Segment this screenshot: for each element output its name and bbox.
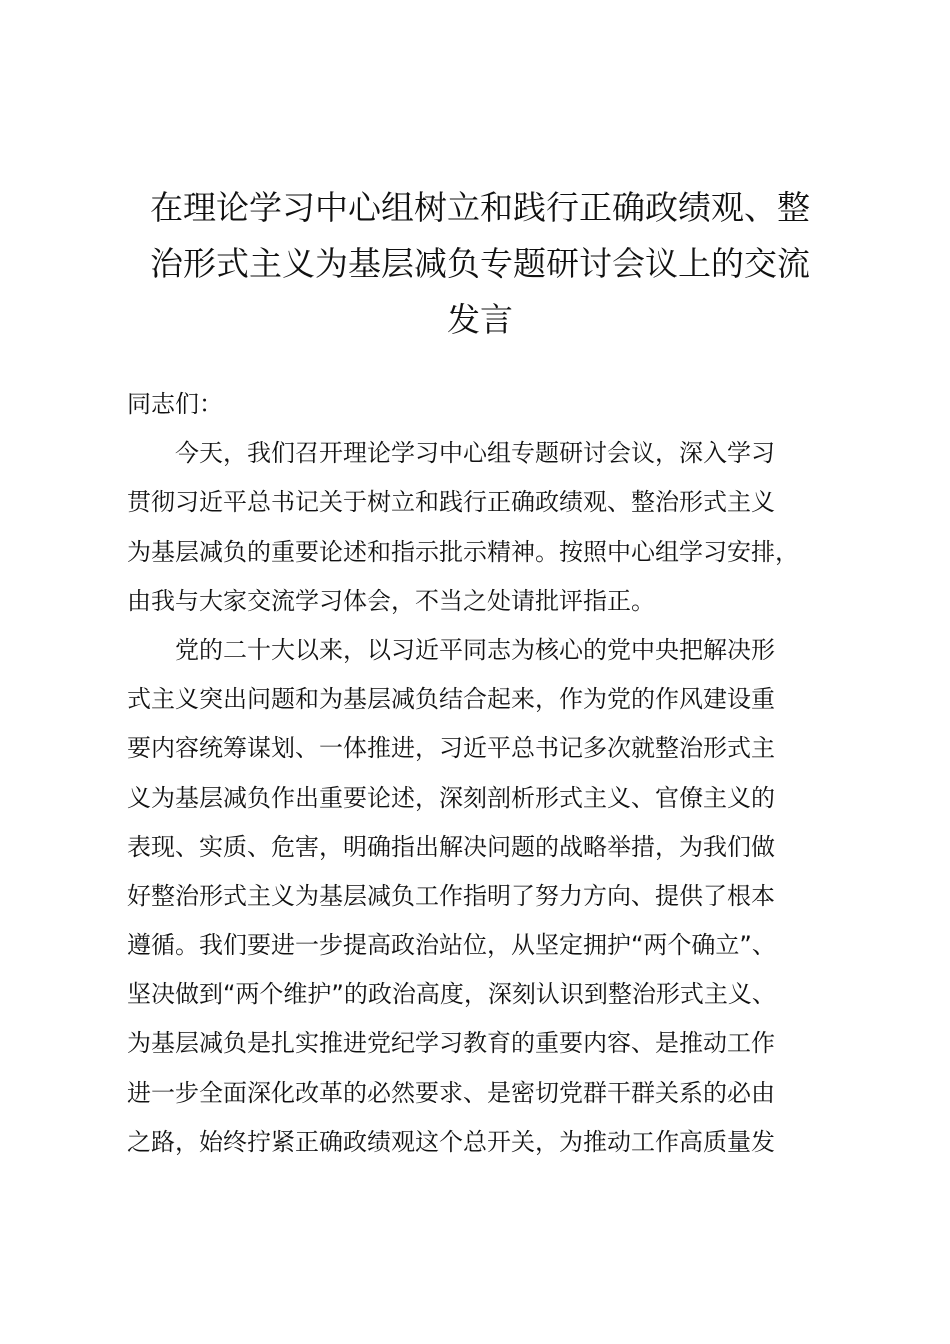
body-line: 进一步全面深化改革的必然要求、是密切党群干群关系的必由	[127, 1078, 775, 1107]
title-line: 在理论学习中心组树立和践行正确政绩观、整	[150, 188, 810, 227]
body-line: 贯彻习近平总书记关于树立和践行正确政绩观、整治形式主义	[127, 488, 775, 517]
body-line: 党的二十大以来，以习近平同志为核心的党中央把解决形	[127, 635, 775, 664]
body-line: 坚决做到“两个维护”的政治高度，深刻认识到整治形式主义、	[127, 980, 776, 1009]
salutation: 同志们：	[127, 390, 223, 418]
document-body	[127, 380, 832, 1167]
body-line: 为基层减负的重要论述和指示批示精神。按照中心组学习安排，	[127, 537, 799, 566]
body-line: 表现、实质、危害，明确指出解决问题的战略举措，为我们做	[127, 832, 775, 861]
body-line: 由我与大家交流学习体会，不当之处请批评指正。	[127, 586, 655, 615]
body-line: 义为基层减负作出重要论述，深刻剖析形式主义、官僚主义的	[127, 783, 775, 812]
body-line: 为基层减负是扎实推进党纪学习教育的重要内容、是推动工作	[127, 1029, 775, 1058]
title-line: 治形式主义为基层减负专题研讨会议上的交流	[150, 244, 810, 283]
body-line: 之路，始终拧紧正确政绩观这个总开关，为推动工作高质量发	[127, 1127, 775, 1156]
document-title	[120, 180, 840, 348]
body-line: 遵循。我们要进一步提高政治站位，从坚定拥护“两个确立”、	[127, 931, 776, 960]
body-line: 好整治形式主义为基层减负工作指明了努力方向、提供了根本	[127, 881, 775, 910]
title-line: 发言	[447, 300, 513, 339]
body-line: 式主义突出问题和为基层减负结合起来，作为党的作风建设重	[127, 685, 775, 714]
body-line: 要内容统筹谋划、一体推进，习近平总书记多次就整治形式主	[127, 734, 775, 763]
body-line: 今天，我们召开理论学习中心组专题研讨会议，深入学习	[127, 439, 775, 468]
